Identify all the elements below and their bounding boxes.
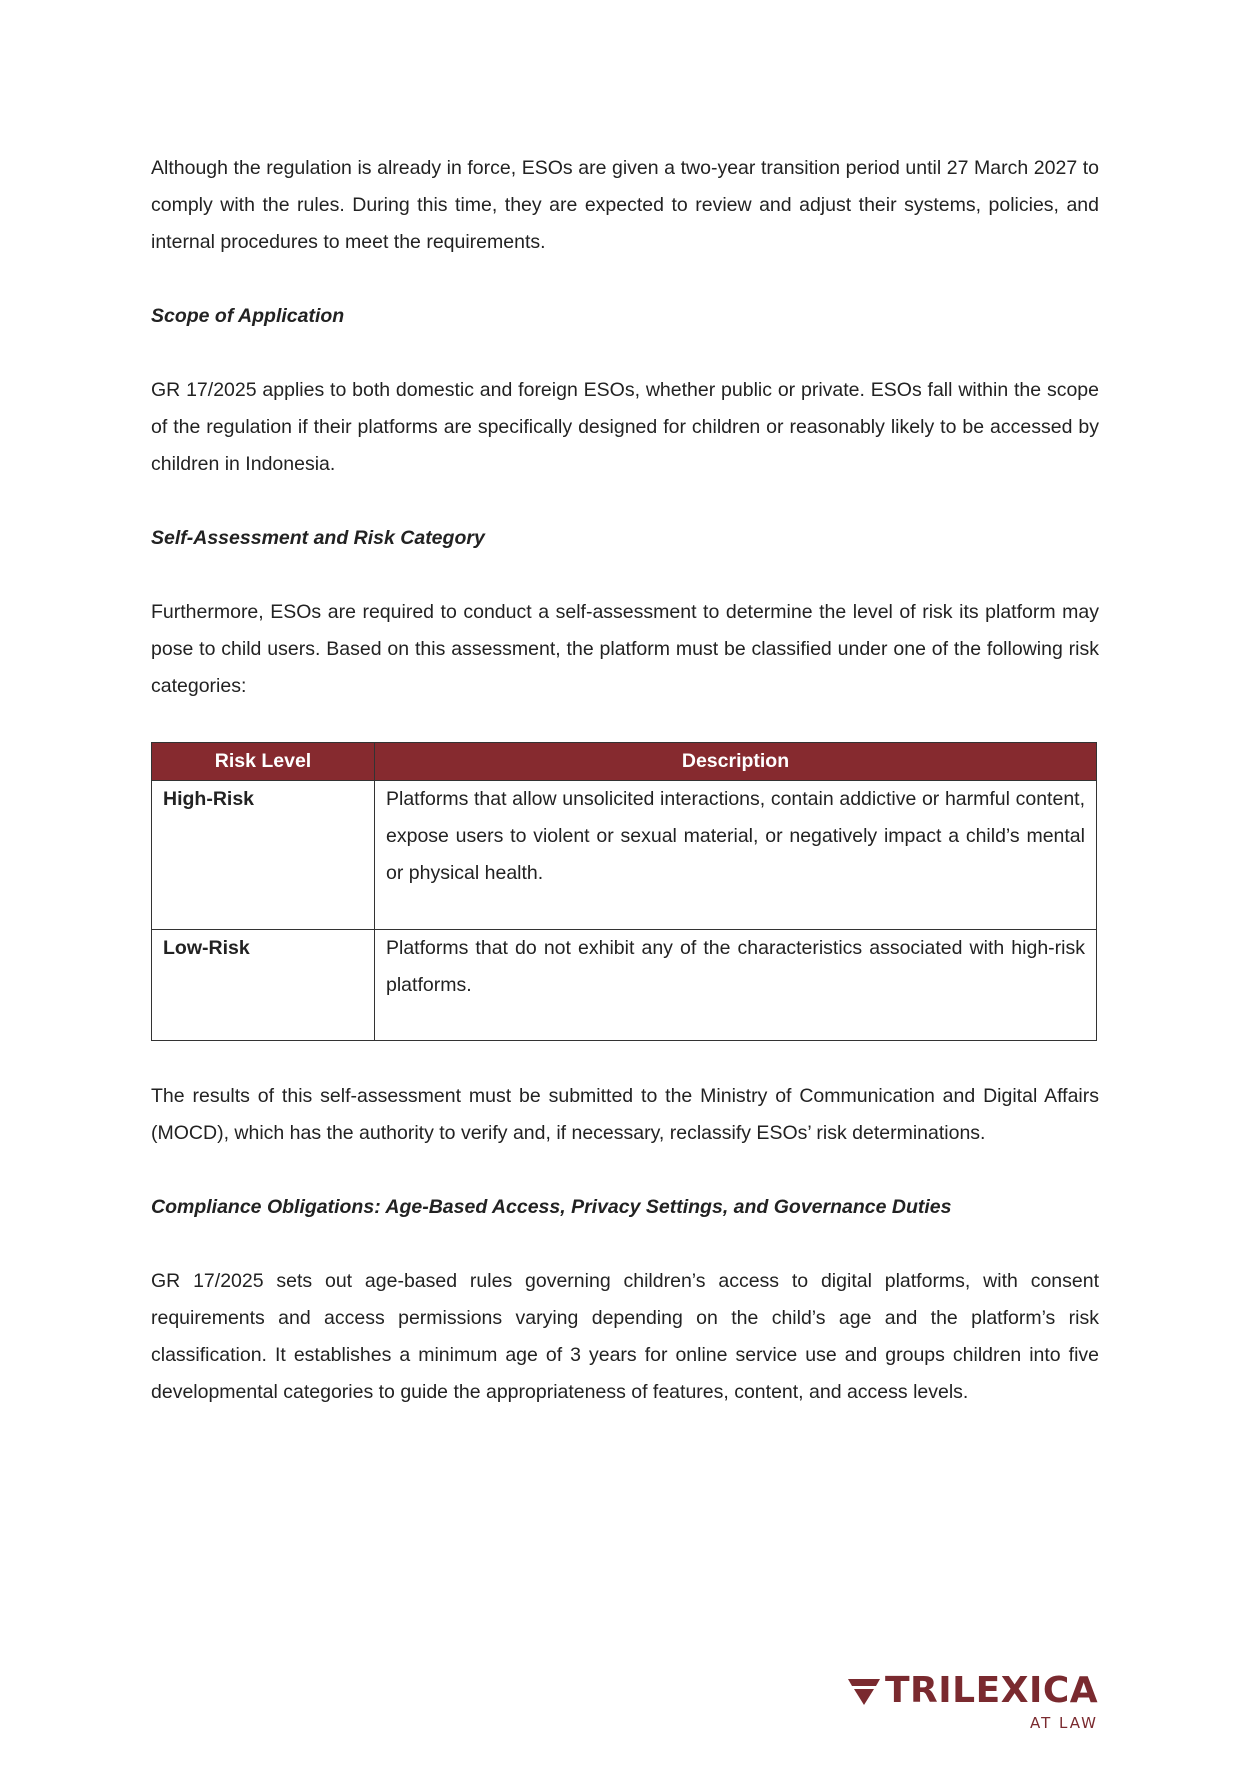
heading-self-assessment: Self-Assessment and Risk Category (151, 527, 485, 549)
risk-level-cell: Low-Risk (152, 930, 375, 1041)
table-header-description: Description (375, 743, 1097, 781)
heading-compliance-obligations: Compliance Obligations: Age-Based Access, Privacy Settings, and Governance Duties (151, 1196, 952, 1218)
heading-scope-of-application: Scope of Application (151, 305, 345, 327)
trilexica-logo (848, 1670, 1099, 1732)
table-row (152, 781, 1097, 930)
table-row (152, 930, 1097, 1041)
logo-chevron-icon (848, 1679, 880, 1705)
paragraph-results: The results of this self-assessment must be submitted to the Ministry of Communication and Digital Affairs (MOCD), which has the authority to verify and, if necessary, reclassify ESOs’ risk determinations. (151, 1085, 1099, 1144)
paragraph-compliance: GR 17/2025 sets out age-based rules governing children’s access to digital platforms, with consent requirements and access permissions varying depending on the child’s age and the platform’s risk classification. It establishes a minimum age of 3 years for online service use and groups children into five developmental categories to guide the appropriateness of features, content, and access levels. (151, 1270, 1099, 1403)
risk-description-cell: Platforms that allow unsolicited interactions, contain addictive or harmful content, expose users to violent or sexual material, or negatively impact a child’s mental or physical health. (375, 781, 1097, 930)
document-page (151, 150, 1099, 1411)
table-header-risk-level: Risk Level (152, 743, 375, 781)
paragraph-scope: GR 17/2025 applies to both domestic and foreign ESOs, whether public or private. ESOs fall within the scope of the regulation if their platforms are specifically designed for children or reasonably likely to be accessed by children in Indonesia. (151, 379, 1099, 475)
risk-category-table (151, 742, 1097, 1041)
risk-level-cell: High-Risk (152, 781, 375, 930)
logo-wordmark: TRILEXICA (885, 1670, 1099, 1711)
risk-description-cell: Platforms that do not exhibit any of the characteristics associated with high-risk platforms. (375, 930, 1097, 1041)
logo-subtitle: AT LAW (1029, 1714, 1098, 1732)
paragraph-self-assessment: Furthermore, ESOs are required to conduct a self-assessment to determine the level of risk its platform may pose to child users. Based on this assessment, the platform must be classified under one of the following risk categories: (151, 601, 1099, 697)
paragraph-transition-period: Although the regulation is already in force, ESOs are given a two-year transition period until 27 March 2027 to comply with the rules. During this time, they are expected to review and adjust their systems, policies, and internal procedures to meet the requirements. (151, 157, 1099, 253)
